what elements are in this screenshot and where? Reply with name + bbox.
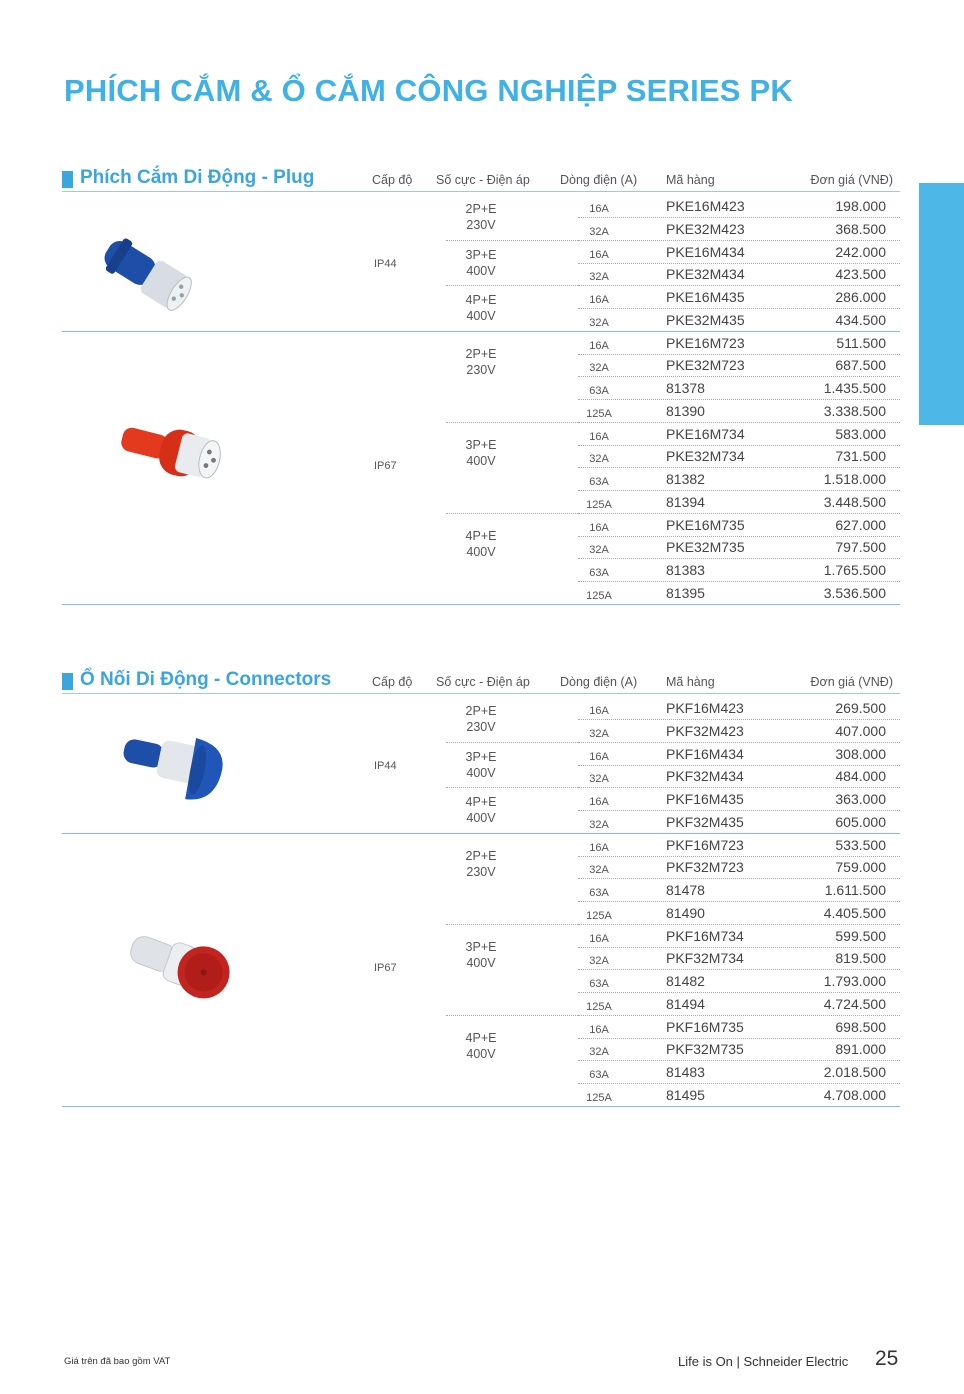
column-header-price: Đơn giá (VNĐ) xyxy=(810,173,893,187)
current-cell: 32A xyxy=(589,453,609,466)
product-code-cell: PKF32M723 xyxy=(666,859,744,876)
pole-voltage-label xyxy=(446,528,516,560)
product-code-cell: PKE16M735 xyxy=(666,516,745,533)
price-cell: 242.000 xyxy=(835,243,886,260)
group-divider xyxy=(446,742,900,743)
brand-footer: Life is On | Schneider Electric xyxy=(678,1354,849,1369)
pole-voltage-label xyxy=(446,346,516,378)
product-code-cell: PKF16M434 xyxy=(666,745,744,762)
poles-text: 2P+E xyxy=(465,346,497,361)
product-code-cell: PKE32M434 xyxy=(666,266,745,283)
product-code-cell: PKF32M423 xyxy=(666,722,744,739)
price-cell: 423.500 xyxy=(835,266,886,283)
group-divider xyxy=(446,422,900,423)
product-code-cell: PKE32M734 xyxy=(666,448,745,465)
section-title: Ổ Nối Di Động - Connectors xyxy=(80,669,332,690)
column-header-level: Cấp độ xyxy=(372,675,413,689)
pole-voltage-label xyxy=(446,1030,516,1062)
current-cell: 63A xyxy=(589,476,609,488)
block-rule xyxy=(62,1106,900,1107)
price-cell: 4.405.500 xyxy=(823,904,886,921)
section-marker xyxy=(62,171,73,188)
price-cell: 368.500 xyxy=(835,220,886,237)
poles-text: 2P+E xyxy=(465,848,497,863)
product-code-cell: PKF16M734 xyxy=(666,927,744,944)
current-cell: 16A xyxy=(589,750,609,763)
product-code-cell: PKE32M435 xyxy=(666,311,745,328)
price-cell: 407.000 xyxy=(835,722,886,739)
poles-text: 2P+E xyxy=(465,704,497,718)
price-cell: 759.000 xyxy=(835,859,886,876)
price-cell: 687.500 xyxy=(835,357,886,374)
price-cell: 511.500 xyxy=(836,334,886,351)
block-rule xyxy=(62,604,900,605)
current-cell: 32A xyxy=(589,271,609,284)
poles-text: 3P+E xyxy=(465,437,497,452)
current-cell: 16A xyxy=(589,294,609,306)
product-code-cell: PKF32M735 xyxy=(666,1041,744,1058)
current-cell: 125A xyxy=(586,1091,612,1104)
section-title: Phích Cắm Di Động - Plug xyxy=(80,167,315,188)
current-cell: 63A xyxy=(589,978,609,990)
column-header-poles: Số cực - Điện áp xyxy=(436,173,530,187)
product-code-cell: PKE32M723 xyxy=(666,357,745,374)
price-cell: 533.500 xyxy=(835,836,886,853)
product-code-cell: PKF32M434 xyxy=(666,768,744,785)
price-cell: 1.765.500 xyxy=(823,562,886,578)
poles-text: 3P+E xyxy=(465,939,497,954)
poles-text: 4P+E xyxy=(465,795,497,809)
table-row xyxy=(62,879,900,902)
voltage-text: 230V xyxy=(466,864,496,879)
price-cell: 4.708.000 xyxy=(823,1086,886,1103)
pole-voltage-label xyxy=(446,794,516,826)
current-cell: 16A xyxy=(589,796,609,808)
column-header-current: Dòng điện (A) xyxy=(560,173,638,187)
table-row xyxy=(62,559,900,582)
current-cell: 125A xyxy=(586,589,612,602)
group-divider xyxy=(446,513,900,514)
plug-ip67-image xyxy=(116,416,228,490)
poles-text: 4P+E xyxy=(465,1030,497,1045)
pole-voltage-label xyxy=(446,201,516,233)
table-row xyxy=(62,1061,900,1084)
column-header-code: Mã hàng xyxy=(666,675,715,689)
product-code-cell: 81395 xyxy=(666,584,705,601)
product-code-cell: 81478 xyxy=(666,882,705,898)
product-code-cell: PKF16M435 xyxy=(666,791,744,807)
table-row xyxy=(62,1084,900,1107)
column-header-code: Mã hàng xyxy=(666,173,715,187)
product-code-cell: 81378 xyxy=(666,380,705,396)
price-cell: 434.500 xyxy=(835,311,886,328)
current-cell: 32A xyxy=(589,727,609,740)
voltage-text: 230V xyxy=(466,218,496,232)
column-header-poles: Số cực - Điện áp xyxy=(436,675,530,689)
section-header xyxy=(62,167,900,194)
voltage-text: 230V xyxy=(466,720,496,734)
page-number: 25 xyxy=(875,1347,899,1370)
current-cell: 16A xyxy=(589,203,609,215)
price-cell: 308.000 xyxy=(835,745,886,762)
product-code-cell: 81490 xyxy=(666,904,705,921)
price-cell: 1.518.000 xyxy=(823,471,886,487)
voltage-text: 400V xyxy=(466,765,496,780)
current-cell: 32A xyxy=(589,773,609,786)
price-cell: 1.611.500 xyxy=(824,882,886,898)
price-cell: 891.000 xyxy=(835,1041,886,1058)
current-cell: 16A xyxy=(589,521,609,534)
block-rule xyxy=(62,833,900,834)
group-divider xyxy=(446,1015,900,1016)
connector-ip67-image xyxy=(126,924,234,1010)
current-cell: 32A xyxy=(589,362,609,375)
product-code-cell: PKE16M723 xyxy=(666,334,745,351)
current-cell: 16A xyxy=(589,430,609,443)
product-code-cell: PKE16M435 xyxy=(666,289,745,305)
product-code-cell: PKF32M734 xyxy=(666,950,744,967)
current-cell: 16A xyxy=(589,705,609,717)
vat-note: Giá trên đã bao gồm VAT xyxy=(64,1356,171,1367)
price-cell: 698.500 xyxy=(835,1018,886,1035)
price-cell: 797.500 xyxy=(835,539,886,556)
ip-rating-ip44: IP44 xyxy=(374,760,397,772)
price-cell: 269.500 xyxy=(835,700,886,716)
price-cell: 1.435.500 xyxy=(823,380,886,396)
ip-rating-ip67: IP67 xyxy=(374,962,397,974)
table-row xyxy=(62,377,900,400)
product-code-cell: PKF32M435 xyxy=(666,813,744,830)
current-cell: 32A xyxy=(589,1046,609,1059)
pole-voltage-label xyxy=(446,848,516,880)
product-code-cell: PKF16M723 xyxy=(666,836,744,853)
column-header-price: Đơn giá (VNĐ) xyxy=(810,675,893,689)
product-code-cell: PKE32M423 xyxy=(666,220,745,237)
group-divider xyxy=(446,787,900,788)
voltage-text: 400V xyxy=(466,544,496,559)
price-cell: 3.448.500 xyxy=(823,493,886,510)
product-code-cell: 81382 xyxy=(666,471,705,487)
group-divider xyxy=(446,240,900,241)
current-cell: 63A xyxy=(589,385,609,397)
price-cell: 3.338.500 xyxy=(823,402,886,419)
product-code-cell: 81383 xyxy=(666,562,705,578)
table-row xyxy=(62,491,900,514)
voltage-text: 400V xyxy=(466,811,496,825)
pole-voltage-label xyxy=(446,247,516,279)
voltage-text: 400V xyxy=(466,955,496,970)
current-cell: 16A xyxy=(589,841,609,854)
current-cell: 63A xyxy=(589,1069,609,1081)
product-code-cell: PKE16M423 xyxy=(666,198,745,214)
current-cell: 16A xyxy=(589,1023,609,1036)
header-rule xyxy=(62,693,900,694)
price-cell: 627.000 xyxy=(835,516,886,533)
pole-voltage-label xyxy=(446,292,516,324)
price-cell: 599.500 xyxy=(835,927,886,944)
column-header-level: Cấp độ xyxy=(372,173,413,187)
product-code-cell: 81494 xyxy=(666,995,705,1012)
current-cell: 16A xyxy=(589,339,609,352)
column-header-current: Dòng điện (A) xyxy=(560,675,638,689)
current-cell: 125A xyxy=(586,498,612,511)
price-cell: 731.500 xyxy=(835,448,886,465)
price-cell: 286.000 xyxy=(835,289,886,305)
voltage-text: 400V xyxy=(466,1046,496,1061)
voltage-text: 400V xyxy=(466,453,496,468)
price-cell: 198.000 xyxy=(835,198,886,214)
poles-text: 3P+E xyxy=(465,247,497,262)
price-cell: 484.000 xyxy=(835,768,886,785)
product-code-cell: PKF16M735 xyxy=(666,1018,744,1035)
page-title: PHÍCH CẮM & Ổ CẮM CÔNG NGHIỆP SERIES PK xyxy=(64,73,793,108)
table-row xyxy=(62,582,900,605)
current-cell: 125A xyxy=(586,1000,612,1013)
price-cell: 363.000 xyxy=(835,791,886,807)
price-cell: 1.793.000 xyxy=(823,973,886,989)
product-code-cell: PKE16M434 xyxy=(666,243,745,260)
product-code-cell: 81483 xyxy=(666,1064,705,1080)
poles-text: 4P+E xyxy=(465,528,497,543)
side-tab-marker xyxy=(919,183,964,425)
section-header xyxy=(62,669,900,696)
voltage-text: 230V xyxy=(466,362,496,377)
poles-text: 2P+E xyxy=(465,202,497,216)
product-code-cell: PKE16M734 xyxy=(666,425,745,442)
header-rule xyxy=(62,191,900,192)
price-cell: 4.724.500 xyxy=(823,995,886,1012)
pole-voltage-label xyxy=(446,939,516,971)
product-code-cell: PKF16M423 xyxy=(666,700,744,716)
poles-text: 4P+E xyxy=(465,293,497,307)
price-cell: 819.500 xyxy=(835,950,886,967)
price-cell: 605.000 xyxy=(835,813,886,830)
product-code-cell: PKE32M735 xyxy=(666,539,745,556)
current-cell: 32A xyxy=(589,544,609,557)
section-marker xyxy=(62,673,73,690)
current-cell: 32A xyxy=(589,316,609,329)
voltage-text: 400V xyxy=(466,263,496,278)
product-code-cell: 81394 xyxy=(666,493,705,510)
product-code-cell: 81495 xyxy=(666,1086,705,1103)
price-cell: 583.000 xyxy=(835,425,886,442)
current-cell: 32A xyxy=(589,225,609,238)
voltage-text: 400V xyxy=(466,309,496,323)
current-cell: 32A xyxy=(589,955,609,968)
current-cell: 16A xyxy=(589,248,609,261)
group-divider xyxy=(446,924,900,925)
product-code-cell: 81482 xyxy=(666,973,705,989)
plug-ip44-image xyxy=(94,228,204,324)
ip-rating-ip67: IP67 xyxy=(374,460,397,472)
table-row xyxy=(62,902,900,925)
price-cell: 2.018.500 xyxy=(823,1064,886,1080)
current-cell: 32A xyxy=(589,864,609,877)
current-cell: 63A xyxy=(589,887,609,899)
current-cell: 32A xyxy=(589,818,609,831)
block-rule xyxy=(62,331,900,332)
connector-ip44-image xyxy=(118,728,230,802)
product-code-cell: 81390 xyxy=(666,402,705,419)
current-cell: 63A xyxy=(589,567,609,579)
pole-voltage-label xyxy=(446,437,516,469)
pole-voltage-label xyxy=(446,703,516,735)
current-cell: 16A xyxy=(589,932,609,945)
ip-rating-ip44: IP44 xyxy=(374,258,397,270)
current-cell: 125A xyxy=(586,909,612,922)
current-cell: 125A xyxy=(586,407,612,420)
pole-voltage-label xyxy=(446,749,516,781)
group-divider xyxy=(446,285,900,286)
price-cell: 3.536.500 xyxy=(823,584,886,601)
poles-text: 3P+E xyxy=(465,749,497,764)
